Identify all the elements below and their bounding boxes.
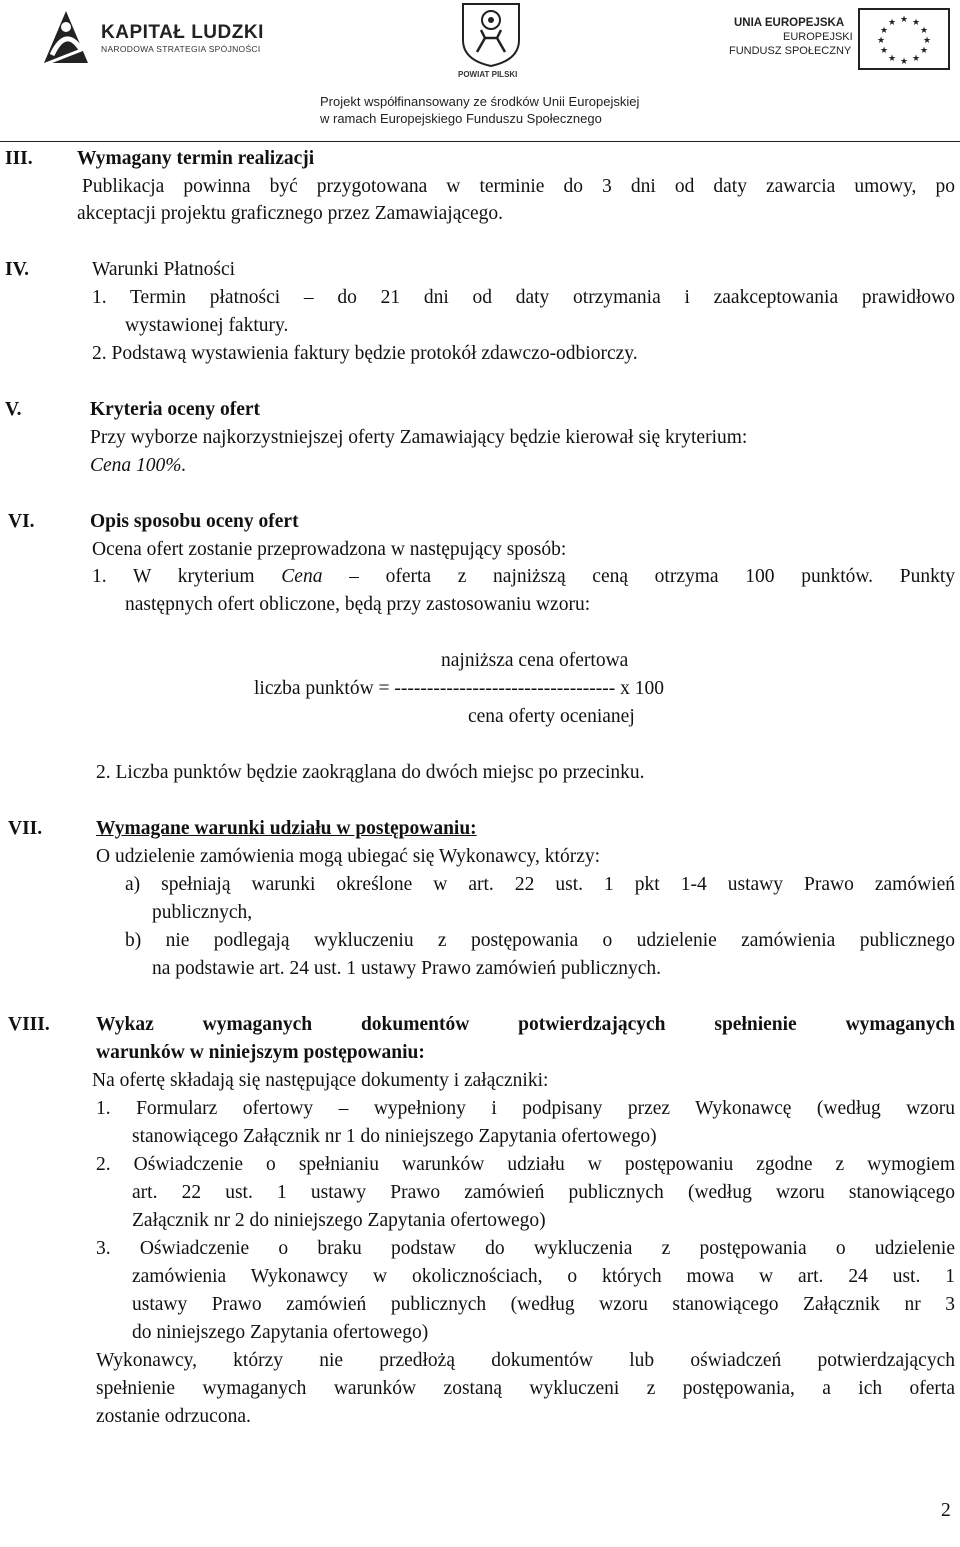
eu-flag-icon <box>858 8 950 70</box>
list-item-cont: następnych ofert obliczone, będą przy zastosowaniu wzoru: <box>125 594 591 615</box>
paragraph-line: Ocena ofert zostanie przeprowadzona w następujący sposób: <box>92 539 567 560</box>
paragraph-line: zostanie odrzucona. <box>96 1406 251 1427</box>
formula-main: liczba punktów = ---------------------------------- x 100 <box>254 678 664 699</box>
list-item: 3. Oświadczenie o braku podstaw do wykluczenia z postępowania o udzielenie <box>96 1238 955 1259</box>
paragraph-line: Wykonawcy, którzy nie przedłożą dokumentów lub oświadczeń potwierdzających <box>96 1350 955 1371</box>
list-item-cont: wystawionej faktury. <box>125 315 289 336</box>
list-item-cont: art. 22 ust. 1 ustawy Prawo zamówień publicznych (według wzoru stanowiącego <box>132 1182 955 1203</box>
formula-denominator: cena oferty ocenianej <box>468 706 635 727</box>
svg-text:★: ★ <box>911 54 921 64</box>
header-divider <box>0 141 960 142</box>
text-run: – oferta z najniższą ceną otrzyma 100 punktów. Punkty <box>322 566 955 587</box>
kapital-ludzki-logo-icon <box>38 5 94 69</box>
list-item: 2. Liczba punktów będzie zaokrąglana do dwóch miejsc po przecinku. <box>96 762 645 783</box>
powiat-label: POWIAT PILSKI <box>458 70 518 79</box>
paragraph-line: akceptacji projektu graficznego przez Zamawiającego. <box>77 203 504 224</box>
section-number: VII. <box>8 818 43 839</box>
paragraph-line: Przy wyborze najkorzystniejszej oferty Zamawiający będzie kierował się kryterium: <box>90 427 748 448</box>
svg-text:★: ★ <box>899 57 909 67</box>
ue-line3: FUNDUSZ SPOŁECZNY <box>729 45 852 57</box>
list-item: b) nie podlegają wykluczeniu z postępowania o udzielenie zamówienia publicznego <box>125 930 955 951</box>
powiat-crest-icon <box>459 2 523 68</box>
section-title-cont: warunków w niniejszym postępowaniu: <box>96 1042 425 1063</box>
cofunding-line1: Projekt współfinansowany ze środków Unii Europejskiej <box>320 94 640 109</box>
paragraph-line: spełnienie wymaganych warunków zostaną wykluczeni z postępowania, a ich oferta <box>96 1378 955 1399</box>
section-number: VIII. <box>8 1014 50 1035</box>
section-title: Kryteria oceny ofert <box>90 399 260 420</box>
list-item <box>92 566 955 588</box>
list-item: a) spełniają warunki określone w art. 22 ust. 1 pkt 1-4 ustawy Prawo zamówień <box>125 874 955 895</box>
svg-text:★: ★ <box>887 54 897 64</box>
ue-line2: EUROPEJSKI <box>783 31 853 43</box>
list-item-cont: zamówienia Wykonawcy w okolicznościach, o których mowa w art. 24 ust. 1 <box>132 1266 955 1287</box>
svg-text:★: ★ <box>922 36 932 46</box>
paragraph-line: O udzielenie zamówienia mogą ubiegać się Wykonawcy, którzy: <box>96 846 601 867</box>
cofunding-line2: w ramach Europejskiego Funduszu Społecznego <box>320 111 602 126</box>
section-number: V. <box>5 399 22 420</box>
section-number: VI. <box>8 511 35 532</box>
list-item: 1. Termin płatności – do 21 dni od daty otrzymania i zaakceptowania prawidłowo <box>92 287 955 308</box>
list-item: 2. Oświadczenie o spełnianiu warunków udziału w postępowaniu zgodne z wymogiem <box>96 1154 955 1175</box>
list-item: 1. Formularz ofertowy – wypełniony i podpisany przez Wykonawcę (według wzoru <box>96 1098 955 1119</box>
criterion-value: Cena 100%. <box>90 455 187 476</box>
svg-text:★: ★ <box>876 36 886 46</box>
page-number: 2 <box>941 1500 951 1521</box>
svg-text:★: ★ <box>919 46 929 56</box>
section-title: Opis sposobu oceny ofert <box>90 511 299 532</box>
list-item-cont: Załącznik nr 2 do niniejszego Zapytania ofertowego) <box>132 1210 546 1231</box>
section-title: Wymagany termin realizacji <box>77 148 315 169</box>
section-title: Wykaz wymaganych dokumentów potwierdzających spełnienie wymaganych <box>96 1014 955 1035</box>
svg-text:★: ★ <box>879 26 889 36</box>
paragraph-line: Na ofertę składają się następujące dokumenty i załączniki: <box>92 1070 549 1091</box>
formula-numerator: najniższa cena ofertowa <box>441 650 629 671</box>
list-item-cont: publicznych, <box>152 902 253 923</box>
svg-text:★: ★ <box>899 15 909 25</box>
ue-line1: UNIA EUROPEJSKA <box>734 17 845 29</box>
svg-text:★: ★ <box>887 18 897 28</box>
section-title: Warunki Płatności <box>92 259 236 280</box>
kl-title: KAPITAŁ LUDZKI <box>101 22 264 43</box>
list-item-cont: do niniejszego Zapytania ofertowego) <box>132 1322 429 1343</box>
svg-text:★: ★ <box>911 18 921 28</box>
emphasis: Cena <box>281 566 323 587</box>
section-title: Wymagane warunki udziału w postępowaniu: <box>96 818 477 839</box>
paragraph-line: Publikacja powinna być przygotowana w terminie do 3 dni od daty zawarcia umowy, po <box>82 176 955 197</box>
kl-subtitle: NARODOWA STRATEGIA SPÓJNOŚCI <box>101 44 261 54</box>
svg-text:★: ★ <box>879 46 889 56</box>
list-item-cont: stanowiącego Załącznik nr 1 do niniejszego Zapytania ofertowego) <box>132 1126 657 1147</box>
svg-text:★: ★ <box>919 26 929 36</box>
text-run: 1. W kryterium <box>92 566 282 587</box>
list-item-cont: ustawy Prawo zamówień publicznych (według wzoru stanowiącego Załącznik nr 3 <box>132 1294 955 1315</box>
list-item: 2. Podstawą wystawienia faktury będzie protokół zdawczo-odbiorczy. <box>92 343 638 364</box>
list-item-cont: na podstawie art. 24 ust. 1 ustawy Prawo zamówień publicznych. <box>152 958 662 979</box>
section-number: IV. <box>5 259 30 280</box>
section-number: III. <box>5 148 33 169</box>
